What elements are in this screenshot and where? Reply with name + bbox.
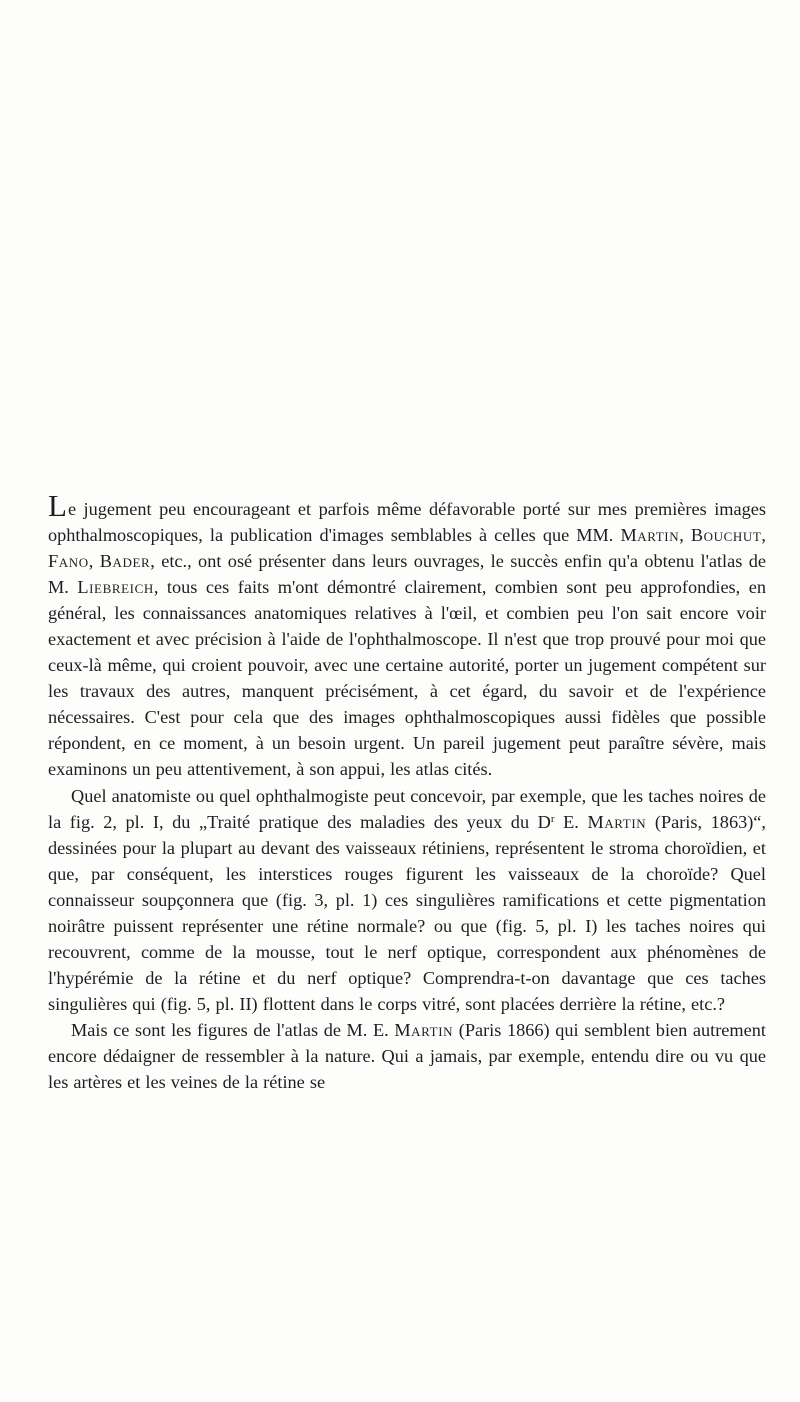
text-run: ,	[761, 525, 766, 546]
text-run: e jugement peu encourageant et parfois même défavorable porté sur mes premières images ophthalmoscopiques, la publication d'images semblables à celles que MM.	[48, 499, 766, 546]
author-name: Liebreich	[77, 577, 154, 598]
author-name: Martin	[620, 525, 680, 546]
author-name: Martin	[394, 1019, 454, 1040]
text-run: , etc., ont osé présenter dans leurs ouvrages, le succès enfin qu'a obtenu l'atlas de M.	[48, 551, 767, 598]
text-run: , tous ces faits m'ont démontré clairement, combien sont peu approfondies, en général, les connaissances anatomiques relatives à l'œil, et combien peu l'on sait encore voir exactement et avec précision à l'aide de l'ophthalmoscope. Il n'est que trop prouvé pour moi que ceux-là même, qui croient pouvoir, avec une certaine autorité, porter un jugement compétent sur les travaux des autres, manquent précisément, à cet égard, du savoir et de l'expérience nécessaires. C'est pour cela que des images ophthalmoscopiques aussi fidèles que possible répondent, en ce moment, à un besoin urgent. Un pareil jugement peut paraître sévère, mais examinons un peu attentivement, à son appui, les atlas cités.	[48, 577, 767, 780]
superscript: r	[550, 812, 555, 825]
paragraph	[48, 1017, 766, 1095]
body-text	[48, 490, 766, 1095]
text-run: (Paris, 1863)“, dessinées pour la plupart au devant des vaisseaux rétiniens, représentent le stroma choroïdien, et que, par conséquent, les interstices rouges figurent les vaisseaux de la choroïde? Quel connaisseur soupçonnera que (fig. 3, pl. 1) ces singulières ramifications et cette pigmentation noirâtre puissent représenter une rétine normale? ou que (fig. 5, pl. I) les taches noires qui recouvrent, comme de la mousse, tout le nerf optique, correspondent aux phénomènes de l'hypérémie de la rétine et du nerf optique? Comprendra-t-on davantage que ces taches singulières qui (fig. 5, pl. II) flottent dans le corps vitré, sont placées derrière la rétine, etc.?	[48, 811, 766, 1014]
paragraph	[48, 490, 766, 783]
text-run: ,	[679, 525, 691, 546]
author-name: Martin	[587, 811, 647, 832]
text-run: E.	[554, 811, 588, 832]
paragraph	[48, 783, 766, 1017]
text-run: Quel anatomiste ou quel ophthalmogiste peut concevoir, par exemple, que les taches noires de la fig. 2, pl. I, du „Traité pratique des maladies des yeux du D	[48, 785, 766, 832]
author-name: Bouchut	[690, 525, 762, 546]
text-run: ,	[88, 551, 100, 572]
drop-cap: L	[48, 488, 67, 523]
text-run: (Paris 1866) qui semblent bien autrement encore dédaigner de ressembler à la nature. Qui a jamais, par exemple, entendu dire ou vu que les artères et les veines de la rétine se	[48, 1019, 766, 1093]
author-name: Fano	[48, 551, 89, 572]
text-run: Mais ce sont les figures de l'atlas de M. E.	[71, 1019, 395, 1040]
author-name: Bader	[99, 551, 151, 572]
